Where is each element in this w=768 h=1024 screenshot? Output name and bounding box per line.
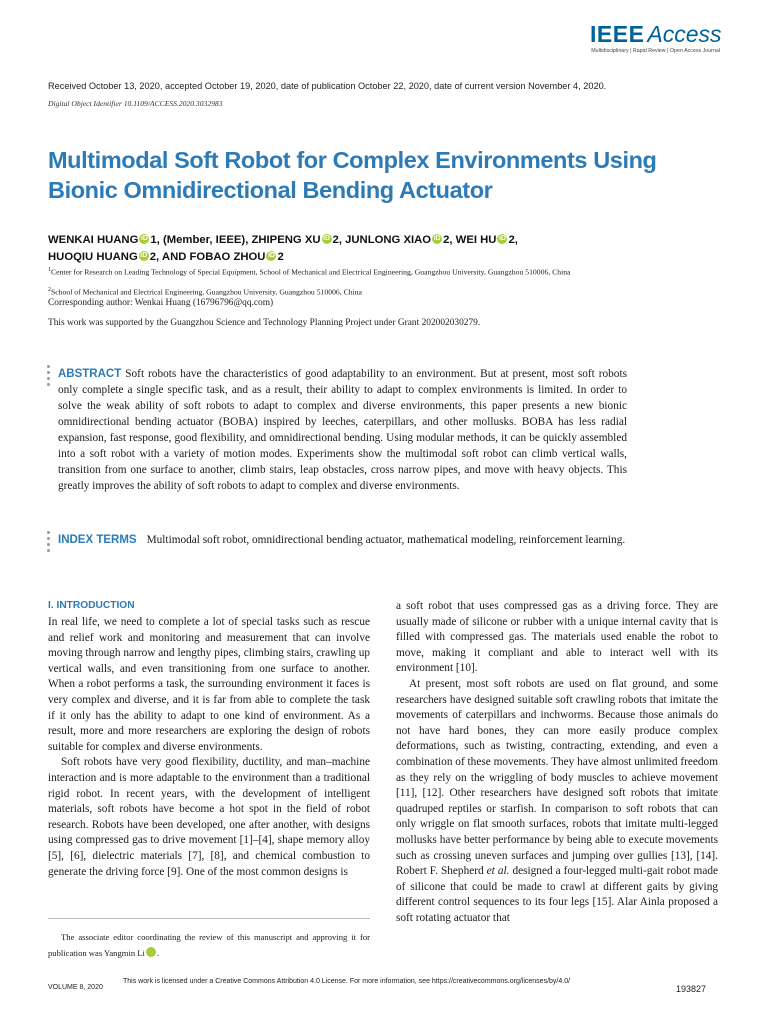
paragraph: a soft robot that uses compressed gas as a driving force. They are usually made of silicone or rubber with a unique internal cavity that is filled with compressed gas. The materials used enable the robot to move, making it compliant and able to interact well with its environment [10].	[396, 600, 718, 675]
logo-ieee: IEEE	[590, 21, 645, 47]
column-right	[396, 599, 718, 926]
author-membership: , (Member, IEEE),	[156, 234, 252, 246]
author-name: JUNLONG XIAO	[345, 234, 432, 246]
author-affil-number: 2	[277, 251, 284, 263]
author-affil-number: 2	[443, 234, 450, 246]
author-affil-number: 2	[508, 234, 515, 246]
footnote-divider	[48, 918, 370, 919]
funding-statement: This work was supported by the Guangzhou Science and Technology Planning Project under Grant 202002030279.	[48, 318, 481, 328]
author-affil-number: 2	[332, 234, 339, 246]
footer-license[interactable]: This work is licensed under a Creative Commons Attribution 4.0 License. For more information, see https://creativecommons.org/licenses/by/4.0/	[123, 978, 571, 985]
orcid-icon[interactable]: iD	[140, 235, 148, 242]
paper-title: Multimodal Soft Robot for Complex Environments Using Bionic Omnidirectional Bending Actuator	[48, 147, 657, 203]
logo-tagline: Multidisciplinary | Rapid Review | Open Access Journal	[591, 48, 720, 54]
paragraph: Soft robots have very good flexibility, ductility, and man–machine interaction and is more adaptable to the environment than a traditional rigid robot. In recent years, with the development of intelligent materials, soft robots have become a hot spot in the field of robot research. Robots have been developed, one after another, with designs using compressed gas to drive movement [1]–[4], shape memory alloy [5], [6], dielectric materials [7], [8], and chemical combustion to generate the driving force [9]. One of the most common designs is	[48, 756, 370, 878]
footer-volume: VOLUME 8, 2020	[48, 984, 103, 991]
author-name: ZHIPENG XU	[251, 234, 321, 246]
doi: Digital Object Identifier 10.1109/ACCESS.2020.3032983	[48, 99, 223, 108]
index-terms-text: Multimodal soft robot, omnidirectional bending actuator, mathematical modeling, reinforcement learning.	[146, 534, 626, 546]
orcid-icon[interactable]: iD	[498, 235, 506, 242]
abstract-label: ABSTRACT	[58, 368, 122, 380]
orcid-icon[interactable]: iD	[267, 252, 275, 259]
logo-access: Access	[647, 21, 722, 47]
abstract	[58, 366, 627, 494]
author-name: WENKAI HUANG	[48, 234, 139, 246]
orcid-icon[interactable]: iD	[433, 235, 441, 242]
abstract-text: Soft robots have the characteristics of good adaptability to an environment. But at present, most soft robots only complete a single specific task, and as a result, their ability to adapt to complex environments is limited. In order to solve the weak ability of soft robots to adapt to complex and diverse environments, this paper presents a new bionic omnidirectional bending actuator (BOBA) inspired by leeches, caterpillars, and other mollusks. BOBA has less radial expansion, fast response, good flexibility, and omnidirectional bending. Using modular methods, it can be quickly assembled into a soft robot with a variety of motion modes. Experiments show the multimodal soft robot can climb vertical walls, transition from one surface to another, climb stairs, leap obstacles, cross narrow pipes, and move with heavy objects. This greatly improves the ability of soft robots to adapt to complex and diverse environments.	[58, 368, 627, 492]
affiliation-2: $^2$School of Mechanical and Electrical Engineering, Guangzhou University, Guangzhou 510006, China	[48, 287, 362, 297]
journal-logo	[590, 22, 720, 54]
index-terms-marker	[47, 531, 51, 555]
corresponding-author: Corresponding author: Wenkai Huang (16796796@qq.com)	[48, 298, 274, 308]
author-list: WENKAI HUANG iD 1, (Member, IEEE), ZHIPENG XU iD 2, JUNLONG XIAO iD 2, WEI HU iD 2, HUOQIU HUANG iD 2, AND FOBAO ZHOU iD 2	[48, 234, 518, 263]
abstract-marker	[47, 365, 51, 389]
author-name: AND FOBAO ZHOU	[161, 251, 266, 263]
orcid-icon[interactable]: iD	[140, 252, 148, 259]
footnote: The associate editor coordinating the review of this manuscript and approving it for publication was Yangmin Li iD.	[48, 932, 370, 958]
orcid-icon[interactable]: iD	[323, 235, 331, 242]
author-affil-number: 1	[150, 234, 157, 246]
page-number: 193827	[676, 984, 707, 994]
section-heading: I. INTRODUCTION	[48, 600, 135, 611]
paragraph: In real life, we need to complete a lot of special tasks such as rescue and relief work and monitoring and measurement that can involve moving through narrow and lengthy pipes, climbing stairs, crawling up vertical walls, and even transitioning from one surface to another. When a robot performs a task, the surrounding environment it faces is very complex and diverse, and it is far from able to complete the task if it only has the ability to adapt to one kind of environment. As a result, more and more researchers are exploring the design of robots suitable for complex and diverse environments.	[48, 616, 370, 753]
affiliation-1: $^1$Center for Research on Leading Technology of Special Equipment, School of Mechanical and Electrical Engineering, Guangzhou University, Guangzhou 510006, China	[48, 267, 571, 277]
author-name: WEI HU	[455, 234, 497, 246]
index-terms-label: INDEX TERMS	[58, 534, 137, 546]
author-name: HUOQIU HUANG	[48, 251, 138, 263]
paragraph: At present, most soft robots are used on flat ground, and some researchers have designed suitable soft crawling robots that imitate the movements of caterpillars and inchworms. Because those animals do not have hard bones, they can more easily produce complex deformations, such as twisting, contracting, extending, and even a combination of these movements. They have almost unlimited freedom as they rely on the wriggling of body muscles to achieve movement [11], [12]. Other researchers have designed soft robots that imitate quadruped reptiles or starfish. In comparison to soft robots that can only wriggle on flat smooth surfaces, robots that imitate multi-legged mollusks have better performance by being able to execute movements such as crossing uneven surfaces and jumping over gullies [13], [14]. Robert F. Shepherd et al. designed a four-legged multi-gait robot made of silicone that could be made to crawl at different gaits by giving different control sequences to its four legs [15]. Alar Ainla proposed a soft rotating actuator that	[396, 677, 719, 924]
orcid-icon[interactable]: iD	[146, 947, 156, 957]
column-left	[48, 615, 370, 880]
index-terms	[58, 532, 627, 548]
author-affil-number: 2	[149, 251, 157, 263]
publication-dates: Received October 13, 2020, accepted October 19, 2020, date of publication October 22, 2020, date of current version November 4, 2020.	[48, 81, 607, 91]
